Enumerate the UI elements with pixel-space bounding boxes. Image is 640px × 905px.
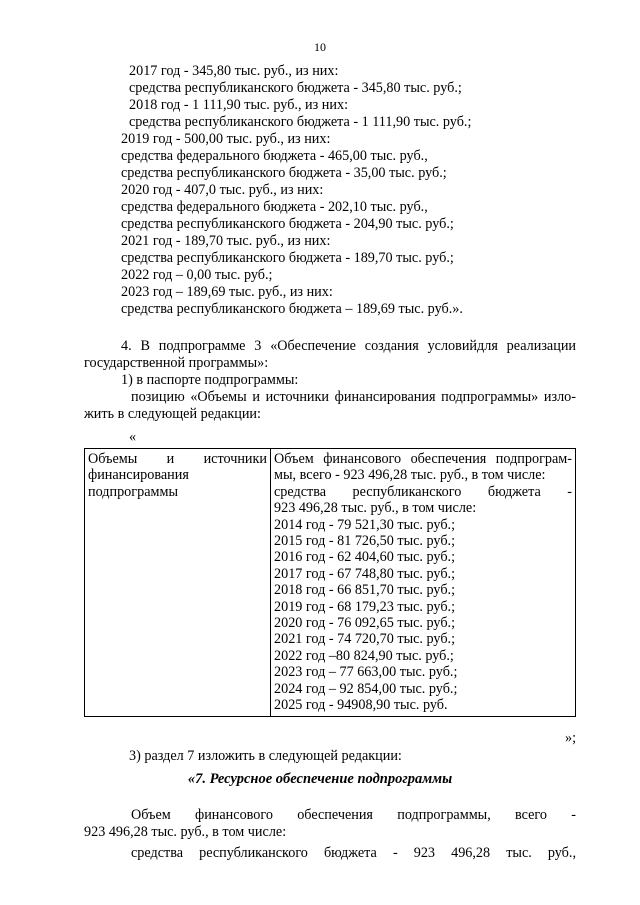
position-paragraph-line1: позицию «Объемы и источники финансирования подпрограммы» изло- [131, 389, 576, 405]
funding-line-2023: 2023 год – 189,69 тыс. руб., из них: [121, 284, 333, 300]
section7-paragraph-line2: 923 496,28 тыс. руб., в том числе: [84, 824, 287, 840]
funding-label-cell: Объемы и источники финансирования подпрограммы [85, 449, 271, 717]
funding-line-2021: 2021 год - 189,70 тыс. руб., из них: [121, 233, 331, 249]
funding-table [84, 448, 576, 717]
funding-source-line2: 923 496,28 тыс. руб., в том числе: [274, 500, 477, 517]
funding-line-2021-republic: средства республиканского бюджета - 189,70 тыс. руб.; [121, 250, 454, 266]
section7-heading: «7. Ресурсное обеспечение подпрограммы [187, 771, 453, 787]
funding-line-2018-republic: средства республиканского бюджета - 1 111,90 тыс. руб.; [129, 114, 472, 130]
year-line: 2022 год –80 824,90 тыс. руб.; [274, 647, 454, 664]
year-line: 2016 год - 62 404,60 тыс. руб.; [274, 549, 456, 566]
funding-line-2020-federal: средства федерального бюджета - 202,10 тыс. руб., [121, 199, 428, 215]
funding-line-2017: 2017 год - 345,80 тыс. руб., из них: [129, 63, 339, 79]
funding-line-2019-federal: средства федерального бюджета - 465,00 тыс. руб., [121, 148, 428, 164]
funding-line-2022: 2022 год – 0,00 тыс. руб.; [121, 267, 273, 283]
item4-subpoint-1: 1) в паспорте подпрограммы: [121, 372, 299, 388]
page-number: 10 [314, 40, 326, 54]
table-row [85, 449, 576, 717]
funding-line-2020: 2020 год - 407,0 тыс. руб., из них: [121, 182, 324, 198]
year-line: 2020 год - 76 092,65 тыс. руб.; [274, 615, 456, 632]
item4-paragraph-line2: государственной программы»: [84, 355, 269, 371]
year-line: 2019 год - 68 179,23 тыс. руб.; [274, 598, 456, 615]
funding-total-line2: мы, всего - 923 496,28 тыс. руб., в том числе: [274, 467, 546, 484]
funding-line-2017-republic: средства республиканского бюджета - 345,80 тыс. руб.; [129, 80, 462, 96]
funding-line-2023-republic: средства республиканского бюджета – 189,69 тыс. руб.». [121, 301, 463, 317]
year-line: 2024 год – 92 854,00 тыс. руб.; [274, 680, 458, 697]
year-line: 2014 год - 79 521,30 тыс. руб.; [274, 516, 456, 533]
position-paragraph-line2: жить в следующей редакции: [84, 406, 261, 422]
funding-values-cell [271, 449, 576, 717]
close-quote: »; [565, 730, 577, 746]
year-line: 2015 год - 81 726,50 тыс. руб.; [274, 533, 456, 550]
funding-line-2019: 2019 год - 500,00 тыс. руб., из них: [121, 131, 331, 147]
funding-total-line1: Объем финансового обеспечения подпрограм- [274, 451, 572, 467]
funding-line-2018: 2018 год - 1 111,90 тыс. руб., из них: [129, 97, 349, 113]
item4-paragraph-line1: 4. В подпрограмме 3 «Обеспечение создания условийдля реализации [121, 338, 576, 354]
funding-line-2019-republic: средства республиканского бюджета - 35,00 тыс. руб.; [121, 165, 447, 181]
funding-source-line1: средства республиканского бюджета - [274, 483, 572, 500]
open-quote: « [129, 429, 137, 445]
section7-paragraph-line1: Объем финансового обеспечения подпрограммы, всего - [131, 807, 576, 823]
year-line: 2023 год – 77 663,00 тыс. руб.; [274, 664, 458, 681]
item3-text: 3) раздел 7 изложить в следующей редакции: [129, 748, 402, 764]
year-line: 2018 год - 66 851,70 тыс. руб.; [274, 582, 456, 599]
section7-paragraph-line3: средства республиканского бюджета - 923 496,28 тыс. руб., [131, 845, 576, 861]
year-line: 2025 год - 94908,90 тыс. руб. [274, 697, 448, 714]
year-line: 2017 год - 67 748,80 тыс. руб.; [274, 565, 456, 582]
year-line: 2021 год - 74 720,70 тыс. руб.; [274, 631, 456, 648]
funding-line-2020-republic: средства республиканского бюджета - 204,90 тыс. руб.; [121, 216, 454, 232]
